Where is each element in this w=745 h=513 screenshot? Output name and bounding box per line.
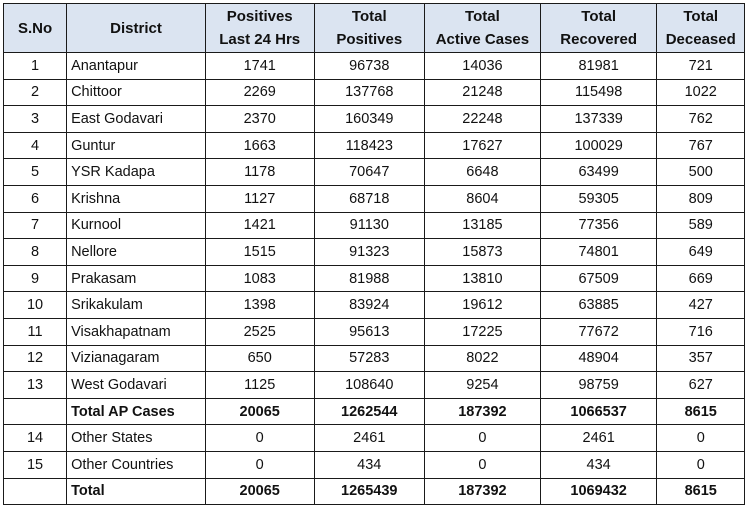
- table-row: [4, 372, 745, 399]
- recovered-cell: 63499: [540, 159, 657, 186]
- recovered-cell: 100029: [540, 132, 657, 159]
- deceased-cell: 762: [657, 106, 745, 133]
- active-cases-cell: 8022: [425, 345, 541, 372]
- active-cases-cell: 0: [425, 425, 541, 452]
- positives-24h-cell: 1421: [205, 212, 314, 239]
- deceased-cell: 0: [657, 451, 745, 478]
- positives-24h-cell: 1083: [205, 265, 314, 292]
- sno-cell: 3: [4, 106, 67, 133]
- total-positives-cell: 57283: [314, 345, 425, 372]
- positives-24h-cell: 2370: [205, 106, 314, 133]
- recovered-cell: 137339: [540, 106, 657, 133]
- active-cases-cell: 9254: [425, 372, 541, 399]
- recovered-cell: 48904: [540, 345, 657, 372]
- deceased-cell: 589: [657, 212, 745, 239]
- total-positives-cell: 2461: [314, 425, 425, 452]
- active-cases-cell: 17627: [425, 132, 541, 159]
- district-covid-table: [3, 3, 745, 505]
- sno-cell: 4: [4, 132, 67, 159]
- active-cases-cell: 0: [425, 451, 541, 478]
- sno-cell: 6: [4, 185, 67, 212]
- positives-24h-cell: 20065: [205, 398, 314, 425]
- deceased-cell: 357: [657, 345, 745, 372]
- deceased-cell: 721: [657, 53, 745, 80]
- header-sno: [4, 4, 67, 53]
- district-cell: YSR Kadapa: [67, 159, 206, 186]
- district-cell: Guntur: [67, 132, 206, 159]
- total-positives-cell: 91323: [314, 239, 425, 266]
- sno-cell: 15: [4, 451, 67, 478]
- header-total-positives-line-2: Positives: [336, 31, 403, 48]
- header-positives-24h: [205, 4, 314, 53]
- positives-24h-cell: 1741: [205, 53, 314, 80]
- header-sno-line-1: S.No: [17, 19, 53, 37]
- sno-cell: [4, 478, 67, 505]
- table-row: [4, 159, 745, 186]
- table-body: [4, 53, 745, 505]
- header-total-positives-line-1: Total: [351, 8, 387, 25]
- sno-cell: 14: [4, 425, 67, 452]
- positives-24h-cell: 0: [205, 451, 314, 478]
- header-recovered-line-1: Total: [581, 8, 616, 25]
- recovered-cell: 434: [540, 451, 657, 478]
- total-positives-cell: 68718: [314, 185, 425, 212]
- header-active-cases-line-2: Active Cases: [435, 31, 530, 48]
- active-cases-cell: 13185: [425, 212, 541, 239]
- table-row: [4, 79, 745, 106]
- active-cases-cell: 17225: [425, 318, 541, 345]
- total-positives-cell: 1265439: [314, 478, 425, 505]
- district-cell: Srikakulam: [67, 292, 206, 319]
- sno-cell: 12: [4, 345, 67, 372]
- total-positives-cell: 137768: [314, 79, 425, 106]
- header-deceased-line-1: Total: [683, 8, 719, 25]
- positives-24h-cell: 2269: [205, 79, 314, 106]
- table-row: [4, 451, 745, 478]
- recovered-cell: 74801: [540, 239, 657, 266]
- header-row: [4, 4, 745, 53]
- district-cell: Vizianagaram: [67, 345, 206, 372]
- recovered-cell: 98759: [540, 372, 657, 399]
- header-recovered: [540, 4, 657, 53]
- deceased-cell: 716: [657, 318, 745, 345]
- active-cases-cell: 14036: [425, 53, 541, 80]
- deceased-cell: 500: [657, 159, 745, 186]
- total-positives-cell: 434: [314, 451, 425, 478]
- table-header: [4, 4, 745, 53]
- total-positives-cell: 83924: [314, 292, 425, 319]
- header-positives-24h-line-1: Positives: [226, 8, 293, 25]
- total-positives-cell: 70647: [314, 159, 425, 186]
- active-cases-cell: 21248: [425, 79, 541, 106]
- recovered-cell: 63885: [540, 292, 657, 319]
- sno-cell: 1: [4, 53, 67, 80]
- recovered-cell: 77356: [540, 212, 657, 239]
- table-row: [4, 53, 745, 80]
- table-row: [4, 106, 745, 133]
- header-deceased: [657, 4, 745, 53]
- table-row: [4, 265, 745, 292]
- deceased-cell: 0: [657, 425, 745, 452]
- district-cell: Total: [67, 478, 206, 505]
- recovered-cell: 67509: [540, 265, 657, 292]
- deceased-cell: 8615: [657, 478, 745, 505]
- positives-24h-cell: 1515: [205, 239, 314, 266]
- deceased-cell: 627: [657, 372, 745, 399]
- district-cell: Total AP Cases: [67, 398, 206, 425]
- header-active-cases-line-1: Total: [465, 8, 500, 25]
- active-cases-cell: 19612: [425, 292, 541, 319]
- district-cell: Anantapur: [67, 53, 206, 80]
- sno-cell: 9: [4, 265, 67, 292]
- deceased-cell: 1022: [657, 79, 745, 106]
- active-cases-cell: 15873: [425, 239, 541, 266]
- active-cases-cell: 187392: [425, 478, 541, 505]
- total-row: [4, 398, 745, 425]
- sno-cell: 8: [4, 239, 67, 266]
- table-row: [4, 212, 745, 239]
- table-row: [4, 185, 745, 212]
- total-positives-cell: 160349: [314, 106, 425, 133]
- table-row: [4, 345, 745, 372]
- district-cell: Other States: [67, 425, 206, 452]
- district-cell: Prakasam: [67, 265, 206, 292]
- recovered-cell: 59305: [540, 185, 657, 212]
- table-row: [4, 239, 745, 266]
- active-cases-cell: 6648: [425, 159, 541, 186]
- deceased-cell: 8615: [657, 398, 745, 425]
- positives-24h-cell: 650: [205, 345, 314, 372]
- recovered-cell: 115498: [540, 79, 657, 106]
- header-positives-24h-line-2: Last 24 Hrs: [219, 31, 301, 48]
- recovered-cell: 2461: [540, 425, 657, 452]
- sno-cell: 5: [4, 159, 67, 186]
- recovered-cell: 1069432: [540, 478, 657, 505]
- header-district: [67, 4, 206, 53]
- header-active-cases: [425, 4, 541, 53]
- positives-24h-cell: 1398: [205, 292, 314, 319]
- sno-cell: 13: [4, 372, 67, 399]
- positives-24h-cell: 0: [205, 425, 314, 452]
- deceased-cell: 809: [657, 185, 745, 212]
- total-row: [4, 478, 745, 505]
- total-positives-cell: 1262544: [314, 398, 425, 425]
- deceased-cell: 669: [657, 265, 745, 292]
- sno-cell: [4, 398, 67, 425]
- recovered-cell: 81981: [540, 53, 657, 80]
- active-cases-cell: 187392: [425, 398, 541, 425]
- total-positives-cell: 95613: [314, 318, 425, 345]
- active-cases-cell: 13810: [425, 265, 541, 292]
- district-cell: Chittoor: [67, 79, 206, 106]
- total-positives-cell: 91130: [314, 212, 425, 239]
- total-positives-cell: 108640: [314, 372, 425, 399]
- table-row: [4, 292, 745, 319]
- district-cell: Visakhapatnam: [67, 318, 206, 345]
- deceased-cell: 649: [657, 239, 745, 266]
- positives-24h-cell: 1127: [205, 185, 314, 212]
- sno-cell: 11: [4, 318, 67, 345]
- active-cases-cell: 22248: [425, 106, 541, 133]
- district-cell: East Godavari: [67, 106, 206, 133]
- recovered-cell: 1066537: [540, 398, 657, 425]
- positives-24h-cell: 1178: [205, 159, 314, 186]
- header-recovered-line-2: Recovered: [560, 31, 637, 48]
- district-cell: Kurnool: [67, 212, 206, 239]
- deceased-cell: 427: [657, 292, 745, 319]
- table-row: [4, 425, 745, 452]
- positives-24h-cell: 1125: [205, 372, 314, 399]
- total-positives-cell: 81988: [314, 265, 425, 292]
- district-cell: Other Countries: [67, 451, 206, 478]
- positives-24h-cell: 2525: [205, 318, 314, 345]
- district-covid-table-container: [3, 3, 745, 505]
- recovered-cell: 77672: [540, 318, 657, 345]
- sno-cell: 2: [4, 79, 67, 106]
- header-total-positives: [314, 4, 425, 53]
- district-cell: West Godavari: [67, 372, 206, 399]
- header-district-line-1: District: [110, 19, 162, 37]
- positives-24h-cell: 20065: [205, 478, 314, 505]
- total-positives-cell: 118423: [314, 132, 425, 159]
- district-cell: Nellore: [67, 239, 206, 266]
- sno-cell: 10: [4, 292, 67, 319]
- sno-cell: 7: [4, 212, 67, 239]
- deceased-cell: 767: [657, 132, 745, 159]
- active-cases-cell: 8604: [425, 185, 541, 212]
- table-row: [4, 318, 745, 345]
- total-positives-cell: 96738: [314, 53, 425, 80]
- header-deceased-line-2: Deceased: [665, 31, 736, 48]
- district-cell: Krishna: [67, 185, 206, 212]
- positives-24h-cell: 1663: [205, 132, 314, 159]
- table-row: [4, 132, 745, 159]
